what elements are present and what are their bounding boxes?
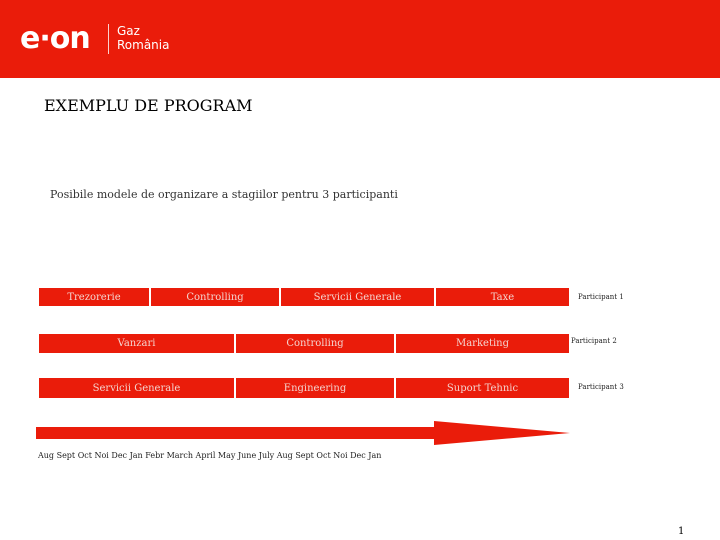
page-number: 1	[678, 526, 685, 537]
logo-sub-line1: Gaz	[117, 24, 140, 38]
segment-servicii-generale-p1: Servicii Generale	[280, 287, 435, 307]
header-bar	[0, 0, 720, 78]
eon-logo: e·on	[20, 21, 90, 56]
participant-3-label: Participant 3	[578, 383, 624, 391]
timeline-months: Aug Sept Oct Noi Dec Jan Febr March April May June July Aug Sept Oct Noi Dec Jan	[38, 451, 382, 460]
segment-controlling-p1: Controlling	[150, 287, 280, 307]
participant-1-label: Participant 1	[578, 293, 624, 301]
timeline-arrow-head	[434, 421, 570, 445]
logo-subtitle	[117, 24, 169, 52]
segment-engineering: Engineering	[235, 377, 395, 399]
segment-servicii-generale-p3: Servicii Generale	[38, 377, 235, 399]
timeline-arrow-shaft	[36, 427, 436, 439]
segment-controlling-p2: Controlling	[235, 333, 395, 354]
segment-vanzari: Vanzari	[38, 333, 235, 354]
slide-title: EXEMPLU DE PROGRAM	[44, 96, 253, 115]
logo-sub-line2: România	[117, 38, 170, 52]
segment-marketing: Marketing	[395, 333, 570, 354]
logo-divider	[108, 24, 109, 54]
segment-taxe: Taxe	[435, 287, 570, 307]
slide-subtitle: Posibile modele de organizare a stagiilor pentru 3 participanti	[50, 188, 398, 201]
segment-trezorerie: Trezorerie	[38, 287, 150, 307]
participant-2-label: Participant 2	[571, 337, 617, 345]
segment-suport-tehnic: Suport Tehnic	[395, 377, 570, 399]
timeline-arrow	[34, 420, 574, 446]
